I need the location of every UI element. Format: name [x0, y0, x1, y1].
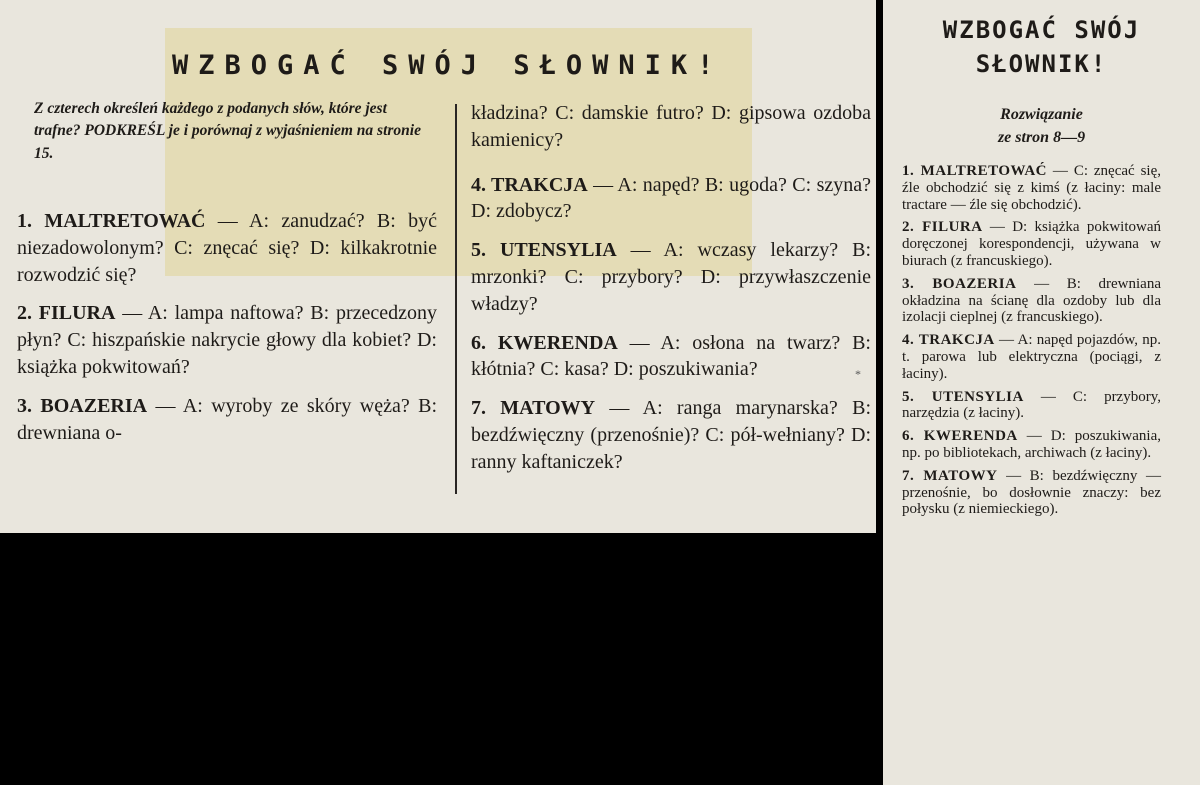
- answer-term: 3. BOAZERIA: [902, 275, 1017, 292]
- answer-text: — D: poszukiwania, np. po bibliotekach, archiwach (z łaciny).: [902, 428, 1161, 461]
- asterisk-mark: *: [855, 367, 861, 381]
- answer-item: [902, 468, 1161, 518]
- answer-term: 1. MALTRETOWAĆ: [902, 163, 1048, 179]
- question-item: [471, 172, 871, 226]
- question-item: [471, 330, 871, 384]
- question-options: — A: napęd? B: ugoda? C: szyna? D: zdobycz?: [471, 173, 871, 223]
- answer-text: — B: drewniana okładzina na ścianę dla ozdoby lub dla izolacji cieplnej (z francuskiego).: [902, 275, 1161, 326]
- answers-subtitle: [883, 103, 1200, 149]
- question-term: 4. TRAKCJA: [471, 173, 588, 196]
- answer-text: — A: napęd pojazdów, np. t. parowa lub elektryczna (pociągi, z łaciny).: [902, 332, 1161, 382]
- question-item: [17, 208, 437, 288]
- question-column-2: [471, 100, 871, 488]
- answer-term: 4. TRAKCJA: [902, 332, 995, 349]
- question-item: [17, 300, 437, 380]
- answers-subtitle-line-2: ze stron 8—9: [997, 129, 1086, 147]
- question-term: 2. FILURA: [17, 302, 116, 325]
- left-newspaper-clipping: [0, 0, 876, 533]
- question-term: 1. MALTRETOWAĆ: [17, 210, 206, 232]
- answer-term: 2. FILURA: [902, 219, 983, 236]
- question-term: 7. MATOWY: [471, 397, 596, 420]
- answer-text: — C: znęcać się, źle obchodzić się z kimś (z łaciny: male tractare — źle się obchodzić).: [902, 163, 1161, 213]
- clipping-title: WZBOGAĆ SWÓJ SŁOWNIK!: [172, 50, 724, 81]
- question-term: 5. UTENSYLIA: [471, 239, 617, 262]
- answer-text: — C: przybory, narzędzia (z łaciny).: [902, 388, 1161, 422]
- answers-title-line-1: WZBOGAĆ SWÓJ: [942, 16, 1141, 44]
- question-options: — A: ranga marynarska? B: bezdźwięczny (przenośnie)? C: pół-wełniany? D: ranny kaftaniczek?: [471, 397, 871, 473]
- question-options: — A: lampa naftowa? B: przecedzony płyn? C: hiszpańskie nakrycie głowy dla kobiet? D: książka pokwitowań?: [17, 302, 438, 378]
- answers-title: [883, 14, 1200, 81]
- question-continuation: kładzina? C: damskie futro? D: gipsowa ozdoba kamienicy?: [471, 102, 871, 151]
- answer-item: [902, 163, 1161, 213]
- question-term: 3. BOAZERIA: [17, 394, 148, 417]
- intro-paragraph: Z czterech określeń każdego z podanych słów, które jest trafne? PODKREŚL je i porównaj z wyjaśnieniem na stronie 15.: [34, 100, 421, 162]
- question-options: — A: zanudzać? B: być niezadowolonym? C: znęcać się? D: kilkakrotnie rozwodzić się?: [17, 210, 438, 286]
- answer-term: 7. MATOWY: [902, 467, 998, 484]
- question-item: [471, 237, 871, 317]
- answer-item: [902, 428, 1161, 462]
- answers-column: [902, 163, 1161, 524]
- column-divider: [455, 104, 457, 494]
- answer-item: [902, 389, 1161, 423]
- question-options: — A: wczasy lekarzy? B: mrzonki? C: przybory? D: przywłaszczenie władzy?: [471, 239, 871, 315]
- answers-subtitle-line-1: Rozwiązanie: [1000, 106, 1083, 123]
- answer-text: — B: bezdźwięczny — przenośnie, bo dosłownie znaczy: bez połysku (z niemieckiego).: [902, 467, 1161, 518]
- answer-term: 6. KWERENDA: [902, 428, 1018, 445]
- question-item: [17, 393, 437, 447]
- question-options: — A: osłona na twarz? B: kłótnia? C: kasa? D: poszukiwania?: [471, 331, 871, 381]
- question-options: — A: wyroby ze skóry węża? B: drewniana o-: [17, 394, 437, 444]
- answers-title-line-2: SŁOWNIK!: [975, 49, 1108, 78]
- question-column-1: [17, 208, 437, 458]
- question-item: [471, 395, 871, 475]
- right-newspaper-clipping: [883, 0, 1200, 785]
- answer-item: [902, 276, 1161, 326]
- answer-text: — D: książka pokwitowań doręczonej korespondencji, używana w biurach (z francuskiego).: [902, 219, 1161, 269]
- question-term: 6. KWERENDA: [471, 331, 618, 354]
- answer-term: 5. UTENSYLIA: [902, 388, 1024, 405]
- answer-item: [902, 219, 1161, 269]
- answer-item: [902, 332, 1161, 382]
